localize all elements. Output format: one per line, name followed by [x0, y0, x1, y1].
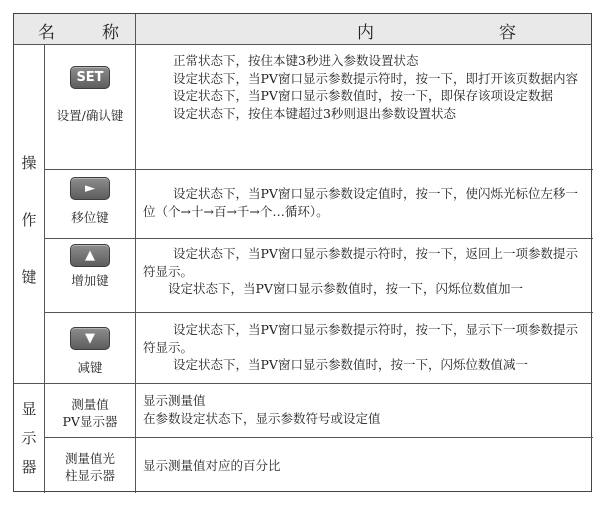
header-content-char2: 容	[499, 23, 516, 43]
down-triangle-icon: ▼	[70, 327, 110, 350]
down-key-label: 减键	[77, 360, 103, 375]
right-triangle-icon: ►	[70, 177, 110, 200]
header-name-char2: 称	[102, 23, 119, 43]
set-key-description: 正常状态下，按住本键3秒进入参数设置状态 设定状态下，当PV窗口显示参数提示符时，按一下，即打开该页数据内容 设定状态下，当PV窗口显示参数值时，按一下，即保存该项设定数据 设定状态下，按住本键超过3秒则退出参数设置状态	[173, 53, 578, 121]
set-key-icon: SET	[70, 66, 110, 89]
parameter-key-table	[13, 13, 592, 492]
group-column-divider	[44, 44, 45, 493]
header-content-char1: 内	[357, 23, 374, 43]
group-divider	[14, 383, 591, 384]
bar-display-label: 测量值光 柱显示器	[64, 451, 115, 483]
row-divider	[44, 437, 593, 438]
header-name-char1: 名	[38, 23, 55, 43]
up-key-label: 增加键	[71, 273, 109, 288]
shift-key-label: 移位键	[71, 210, 109, 225]
set-key-label: 设置/确认键	[56, 108, 124, 123]
up-key-description: 设定状态下，当PV窗口显示参数提示符时，按一下，返回上一项参数提示符显示。 设定状态下，当PV窗口显示参数值时，按一下，闪烁位数值加一	[143, 246, 578, 296]
name-column-divider	[135, 14, 136, 493]
row-divider	[44, 312, 593, 313]
header-divider	[14, 44, 591, 45]
up-triangle-icon: ▲	[70, 244, 110, 267]
down-key-description: 设定状态下，当PV窗口显示参数提示符时，按一下，显示下一项参数提示符显示。 设定状态下，当PV窗口显示参数值时，按一下，闪烁位数值减一	[143, 322, 578, 372]
operation-keys-group-label: 操 作 键	[21, 154, 37, 286]
shift-key-description: 设定状态下，当PV窗口显示参数设定值时，按一下，使闪烁光标位左移一位（个→十→百→千→个…循环）。	[143, 186, 578, 219]
bar-display-description: 显示测量值对应的百分比	[143, 458, 281, 473]
row-divider	[44, 169, 593, 170]
row-divider	[44, 238, 593, 239]
pv-display-label: 测量值 PV显示器	[62, 397, 118, 429]
pv-display-description: 显示测量值 在参数设定状态下，显示参数符号或设定值	[143, 393, 381, 426]
display-group-label: 显 示 器	[21, 400, 37, 476]
